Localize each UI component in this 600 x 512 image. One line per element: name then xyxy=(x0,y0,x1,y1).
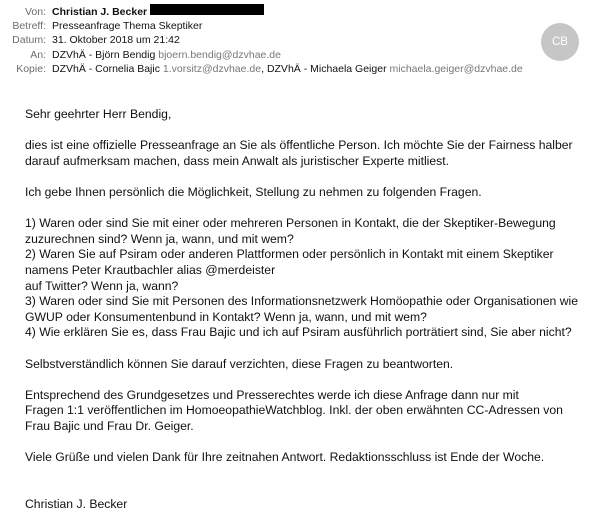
date-label: Datum: xyxy=(12,34,46,47)
signature: Christian J. Becker xyxy=(25,496,128,511)
body-line: Ich gebe Ihnen persönlich die Möglichkeit, Stellung zu nehmen zu folgenden Fragen. xyxy=(25,184,482,199)
salutation: Sehr geehrter Herr Bendig, xyxy=(25,107,172,121)
cc-row xyxy=(0,62,600,77)
question-2-line: 2) Waren Sie auf Psiram oder anderen Plattformen oder persönlich in Kontakt mit einem Skeptiker xyxy=(25,247,554,262)
question-4-line: 4) Wie erklären Sie es, dass Frau Bajic und ich auf Psiram ausführlich porträtiert sind, Sie aber nicht? xyxy=(25,325,572,340)
cc2-name[interactable]: DZVhÄ - Michaela Geiger xyxy=(266,63,387,76)
body-line: Selbstverständlich können Sie darauf verzichten, diese Fragen zu beantworten. xyxy=(25,356,454,371)
cc2-email[interactable]: michaela.geiger@dzvhae.de xyxy=(389,63,523,76)
body-line: Entsprechend des Grundgesetzes und Presserechtes werde ich diese Anfrage dann nur mit xyxy=(25,387,519,402)
cc-label: Kopie: xyxy=(16,63,46,76)
cc1-name[interactable]: DZVhÄ - Cornelia Bajic xyxy=(52,63,160,76)
question-3-line: 3) Waren oder sind Sie mit Personen des Informationsnetzwerk Homöopathie oder Organisationen wie xyxy=(25,294,579,309)
subject-row xyxy=(0,19,600,34)
redacted-email-bar xyxy=(150,4,264,15)
question-2-line: namens Peter Krautbachler alias @merdeister xyxy=(25,262,276,277)
email-header xyxy=(0,4,600,77)
body-line: Frau Bajic und Frau Dr. Geiger. xyxy=(25,418,194,433)
question-3-line: GWUP oder Konsumentenbund in Kontakt? Wenn ja, wann, und mit wem? xyxy=(25,309,427,324)
question-1-line: 1) Waren oder sind Sie mit einer oder mehreren Personen in Kontakt, die der Skeptiker-Bewegung xyxy=(25,216,556,231)
closing-line: Viele Grüße und vielen Dank für Ihre zeitnahen Antwort. Redaktionsschluss ist Ende der Woche. xyxy=(25,450,545,465)
recipient-name[interactable]: DZVhÄ - Björn Bendig xyxy=(52,48,156,61)
cc-separator: , xyxy=(261,63,267,76)
question-1-line: zuzurechnen sind? Wenn ja, wann, und mit wem? xyxy=(25,231,294,246)
from-row xyxy=(0,4,600,19)
to-row xyxy=(0,48,600,63)
subject-value: Presseanfrage Thema Skeptiker xyxy=(52,19,203,32)
sender-name[interactable]: Christian J. Becker xyxy=(52,6,148,18)
body-line: Fragen 1:1 veröffentlichen im HomoeopathieWatchblog. Inkl. der oben erwähnten CC-Adressen von xyxy=(25,403,563,418)
body-line: darauf aufmerksam machen, dass mein Anwalt als juristischer Experte mitliest. xyxy=(25,153,450,168)
from-label: Von: xyxy=(24,6,46,18)
sender-avatar: CB xyxy=(541,23,579,61)
date-value: 31. Oktober 2018 um 21:42 xyxy=(52,34,180,47)
date-row xyxy=(0,33,600,48)
subject-label: Betreff: xyxy=(12,19,46,32)
cc1-email[interactable]: 1.vorsitz@dzvhae.de xyxy=(162,63,262,76)
to-label: An: xyxy=(30,48,46,61)
question-2-line: auf Twitter? Wenn ja, wann? xyxy=(25,278,179,293)
body-line: dies ist eine offizielle Presseanfrage an Sie als öffentliche Person. Ich möchte Sie der Fairness halber xyxy=(25,138,573,153)
email-body xyxy=(25,107,595,512)
recipient-email[interactable]: bjoern.bendig@dzvhae.de xyxy=(158,48,281,61)
